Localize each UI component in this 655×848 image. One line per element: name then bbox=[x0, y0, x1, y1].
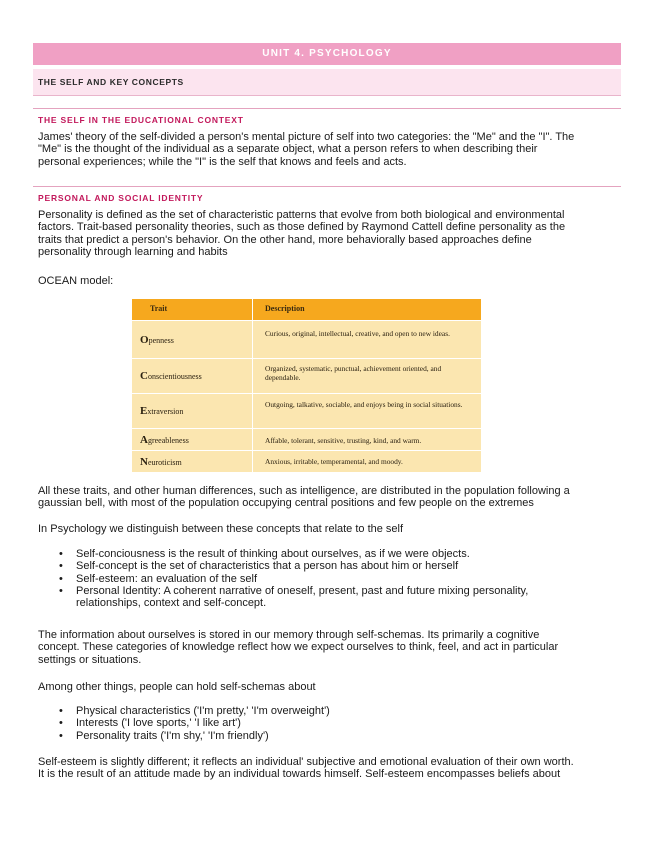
list-item: • Self-concept is the set of characteristics that a person has about him or herself bbox=[38, 560, 598, 572]
description-cell: Organized, systematic, punctual, achievement oriented, and dependable. bbox=[265, 364, 442, 382]
traits-distribution-paragraph bbox=[38, 485, 620, 510]
text-line: personality through learning and habits bbox=[38, 245, 228, 258]
text-line: personal experiences; while the "I" is the self that knows and feels and acts. bbox=[38, 155, 407, 168]
text-line: traits that predict a person's behavior. On the other hand, more behaviorally based approaches define bbox=[38, 233, 532, 246]
table-row bbox=[132, 450, 481, 472]
trait-cell: Agreeableness bbox=[140, 434, 189, 446]
list-item: • Personal Identity: A coherent narrative of oneself, present, past and future mixing personality, relationships, context and self-concept. bbox=[38, 585, 598, 610]
section-divider bbox=[33, 186, 621, 187]
trait-cell: Extraversion bbox=[140, 405, 184, 417]
list-item: • Self-esteem: an evaluation of the self bbox=[38, 573, 598, 585]
list-item: • Self-conciousness is the result of thinking about ourselves, as if we were objects. bbox=[38, 548, 598, 560]
description-cell: Anxious, irritable, temperamental, and moody. bbox=[265, 457, 403, 466]
trait-cell: Neuroticism bbox=[140, 456, 182, 468]
text-line: All these traits, and other human differences, such as intelligence, are distributed in the population following a bbox=[38, 485, 570, 497]
unit-title-banner: UNIT 4. PSYCHOLOGY bbox=[33, 43, 621, 65]
ocean-model-label: OCEAN model: bbox=[38, 275, 114, 287]
text-line: The information about ourselves is stored in our memory through self-schemas. Its primarily a cognitive bbox=[38, 629, 540, 641]
table-row bbox=[132, 358, 481, 394]
description-cell: Outgoing, talkative, sociable, and enjoys being in social situations. bbox=[265, 400, 463, 409]
text-line: factors. Trait-based personality theories, such as those defined by Raymond Cattell define personality as the bbox=[38, 221, 566, 234]
table-row bbox=[132, 428, 481, 451]
header-trait: Trait bbox=[150, 304, 168, 313]
ocean-model-table bbox=[132, 299, 481, 472]
description-cell: Curious, original, intellectual, creative, and open to new ideas. bbox=[265, 329, 450, 338]
table-row bbox=[132, 393, 481, 429]
personality-paragraph bbox=[38, 209, 620, 258]
trait-cell: Openness bbox=[140, 334, 174, 346]
trait-cell: Conscientiousness bbox=[140, 370, 202, 382]
text-line: gaussian bell, with most of the population occupying central positions and few people on the extremes bbox=[38, 497, 534, 510]
text-line: Personality is defined as the set of characteristic patterns that evolve from both biological and environmental bbox=[38, 209, 565, 221]
section-title-self-educational: THE SELF IN THE EDUCATIONAL CONTEXT bbox=[38, 115, 244, 125]
table-header bbox=[132, 299, 481, 320]
among-sentence: Among other things, people can hold self-schemas about bbox=[38, 681, 316, 693]
description-cell: Affable, tolerant, sensitive, trusting, kind, and warm. bbox=[265, 436, 422, 445]
text-line: settings or situations. bbox=[38, 653, 142, 666]
section-divider bbox=[33, 108, 621, 109]
text-line: James' theory of the self-divided a person's mental picture of self into two categories: the "Me" and the "I". The bbox=[38, 131, 575, 143]
distinguish-sentence: In Psychology we distinguish between these concepts that relate to the self bbox=[38, 523, 404, 535]
self-theory-paragraph bbox=[38, 131, 620, 168]
list-item: • Personality traits ('I'm shy,' 'I'm friendly') bbox=[38, 730, 598, 742]
text-line: concept. These categories of knowledge reflect how we expect ourselves to think, feel, and act in particular bbox=[38, 641, 559, 654]
self-schemas-list bbox=[38, 705, 598, 742]
list-item: • Interests ('I love sports,' 'I like art') bbox=[38, 717, 598, 729]
subtitle: THE SELF AND KEY CONCEPTS bbox=[38, 77, 184, 87]
subtitle-bar bbox=[33, 69, 621, 96]
text-line: It is the result of an attitude made by an individual towards himself. Self-esteem encompasses beliefs about bbox=[38, 768, 561, 781]
self-schemas-paragraph bbox=[38, 629, 620, 666]
section-title-personal-social: PERSONAL AND SOCIAL IDENTITY bbox=[38, 193, 204, 203]
table-row bbox=[132, 320, 481, 359]
text-line: Self-esteem is slightly different; it reflects an individual' subjective and emotional evaluation of their own worth. bbox=[38, 756, 574, 768]
header-description: Description bbox=[265, 304, 305, 313]
self-esteem-paragraph bbox=[38, 756, 620, 781]
text-line: "Me" is the thought of the individual as a separate object, what a person refers to when describing their bbox=[38, 143, 538, 156]
self-concepts-list bbox=[38, 548, 598, 609]
list-item: • Physical characteristics ('I'm pretty,' 'I'm overweight') bbox=[38, 705, 598, 717]
